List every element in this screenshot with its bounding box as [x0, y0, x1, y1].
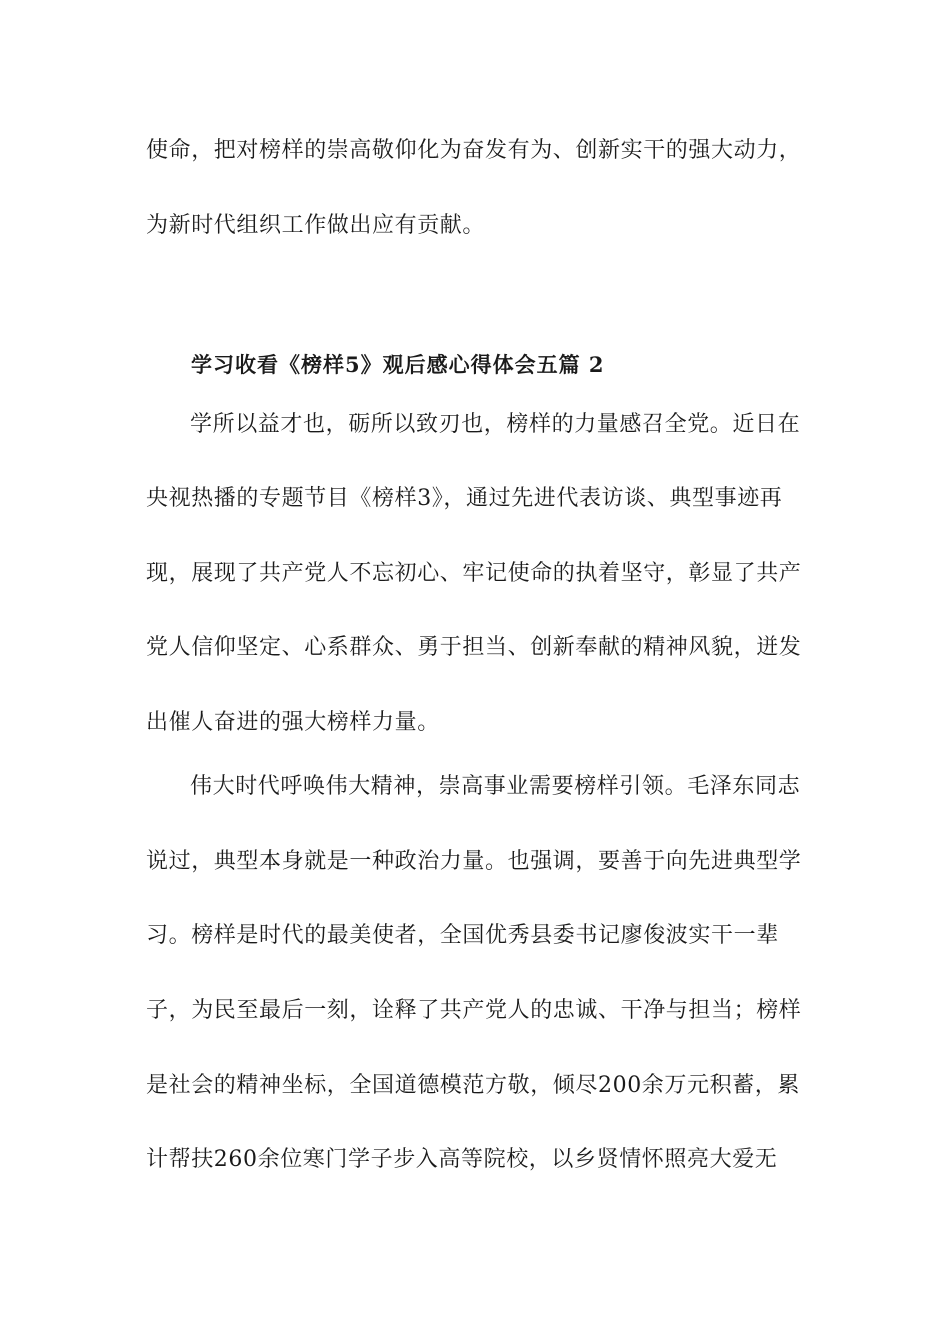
paragraph-2-line-5: 是社会的精神坐标，全国道德模范方敬，倾尽200余万元积蓄，累: [146, 1073, 800, 1098]
paragraph-1-line-1: 学所以益才也，砺所以致刃也，榜样的力量感召全党。近日在: [190, 412, 801, 437]
paragraph-2-line-3: 习。榜样是时代的最美使者，全国优秀县委书记廖俊波实干一辈: [146, 923, 779, 948]
intro-line-2: 为新时代组织工作做出应有贡献。: [146, 213, 486, 238]
paragraph-1-line-4: 党人信仰坚定、心系群众、勇于担当、创新奉献的精神风貌，迸发: [146, 635, 802, 660]
paragraph-1-line-5: 出催人奋进的强大榜样力量。: [146, 710, 440, 735]
paragraph-2-line-4: 子，为民至最后一刻，诠释了共产党人的忠诚、干净与担当；榜样: [146, 998, 802, 1023]
paragraph-1-line-2: 央视热播的专题节目《榜样3》，通过先进代表访谈、典型事迹再: [146, 486, 783, 511]
intro-line-1: 使命，把对榜样的崇高敬仰化为奋发有为、创新实干的强大动力，: [146, 138, 802, 163]
section-heading: 学习收看《榜样5》观后感心得体会五篇 2: [191, 352, 605, 377]
paragraph-2-line-6: 计帮扶260余位寒门学子步入高等院校，以乡贤情怀照亮大爱无: [146, 1147, 778, 1172]
paragraph-1-line-3: 现，展现了共产党人不忘初心、牢记使命的执着坚守，彰显了共产: [146, 561, 802, 586]
paragraph-2-line-1: 伟大时代呼唤伟大精神，崇高事业需要榜样引领。毛泽东同志: [190, 774, 801, 799]
paragraph-2-line-2: 说过，典型本身就是一种政治力量。也强调，要善于向先进典型学: [146, 849, 802, 874]
